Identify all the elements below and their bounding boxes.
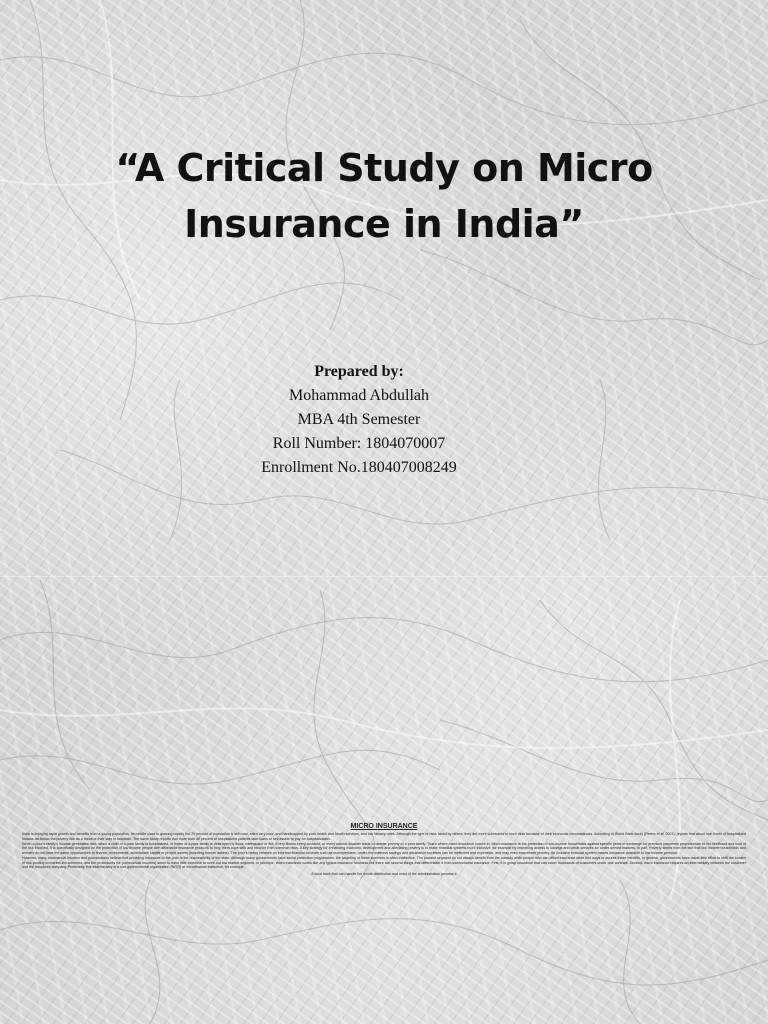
enrollment-number: Enrollment No.180407008249 [261, 459, 457, 476]
prepared-by-block [159, 360, 559, 480]
course-semester: MBA 4th Semester [297, 411, 421, 428]
section-heading: MICRO INSURANCE [350, 823, 418, 830]
prepared-by-label: Prepared by: [314, 363, 404, 380]
title-line-2: Insurance in India” [184, 202, 584, 246]
section-paragraph-1: India is enjoying rapid growth and benefits from a young population. Its middle class is growing rapidly but 70 percent of population is still rural, often very poor, and handicapped by poor health and health services, and low literacy rates. Although the type of risks faced by others, they are more vulnerable to such risks because of their economic circumstances. According to World Bank study (Peters et al. 2001), reports that about one fourth of hospitalized Indians fall below the poverty line as a result of their stay in hospitals. The same study reports that more than 40 percent of hospitalized patients take loans or sell assets to pay for hospitalization. [22, 832, 746, 841]
section-paragraph-4: A local bank that can handle the whole distribution and most of the administration process e [311, 871, 457, 876]
document-title [40, 140, 728, 252]
micro-insurance-section [22, 822, 746, 877]
roll-number: Roll Number: 1804070007 [272, 435, 446, 452]
section-paragraph-3: However, many commercial insurers and policymakers believe that providing insurance to the poor is the responsibility of the state. Although many governments have social protection programmes, the targeting of these schemes is often ineffective. The poorest segment do not always benefit from the subsidy while people who can afford insurance often find ways to access these benefits. In general, governments have made little effort to shift the burden of risk pooling to market-led schemes, and the procedures for (commercial insurers) seem to have little incentive to seek out low market segment. In principle, micro insurance works like any typical insurance business but there are several things that differentiate it from conventional insurance. First, it is group insurance that can cover thousands of customers under one contract. Second, micro insurance requires an intermediary between the customer and the insurance company. Preferably, this intermediary is a non-governmental organization (NGO) or microfinance institution, for example. [22, 855, 746, 870]
page-divider [0, 576, 768, 577]
author-name: Mohammad Abdullah [289, 387, 429, 404]
title-line-1: “A Critical Study on Micro [115, 146, 653, 190]
section-paragraph-2: When a poor's family's income generation dies, when a child of a poor family is hospitalized, or home of a poor family is destroyed by flood, earthquake or fire. Every illness every accident, or every natural disaster leads to deeper poverty to a poor family. That's where micro insurance comes in. Micro insurance is the protection of low-income households against specific perils in exchange for premium payments proportionate to the likelihood and cost of the risk involved. It is specifically designed for the protection of low income people with affordable insurance products to help them cope with and recover from common risks. A key strategy for enhancing economic development and alleviating poverty is to make financial systems more inclusive, for example by improving access to savings and credit services for under-served markets. In part, Poverty stems from the fact that low income households and women do not have the same opportunities to finance, investments, accumulate capital or protect assets (including human assets). The poor's heavy reliance on informal financial services such as moneylenders, under-the mattress savings and assistance societies can be inefficient and expensive, and may even exacerbate poverty. An inclusive financial system makes insurance available to low income persons. [22, 841, 746, 855]
